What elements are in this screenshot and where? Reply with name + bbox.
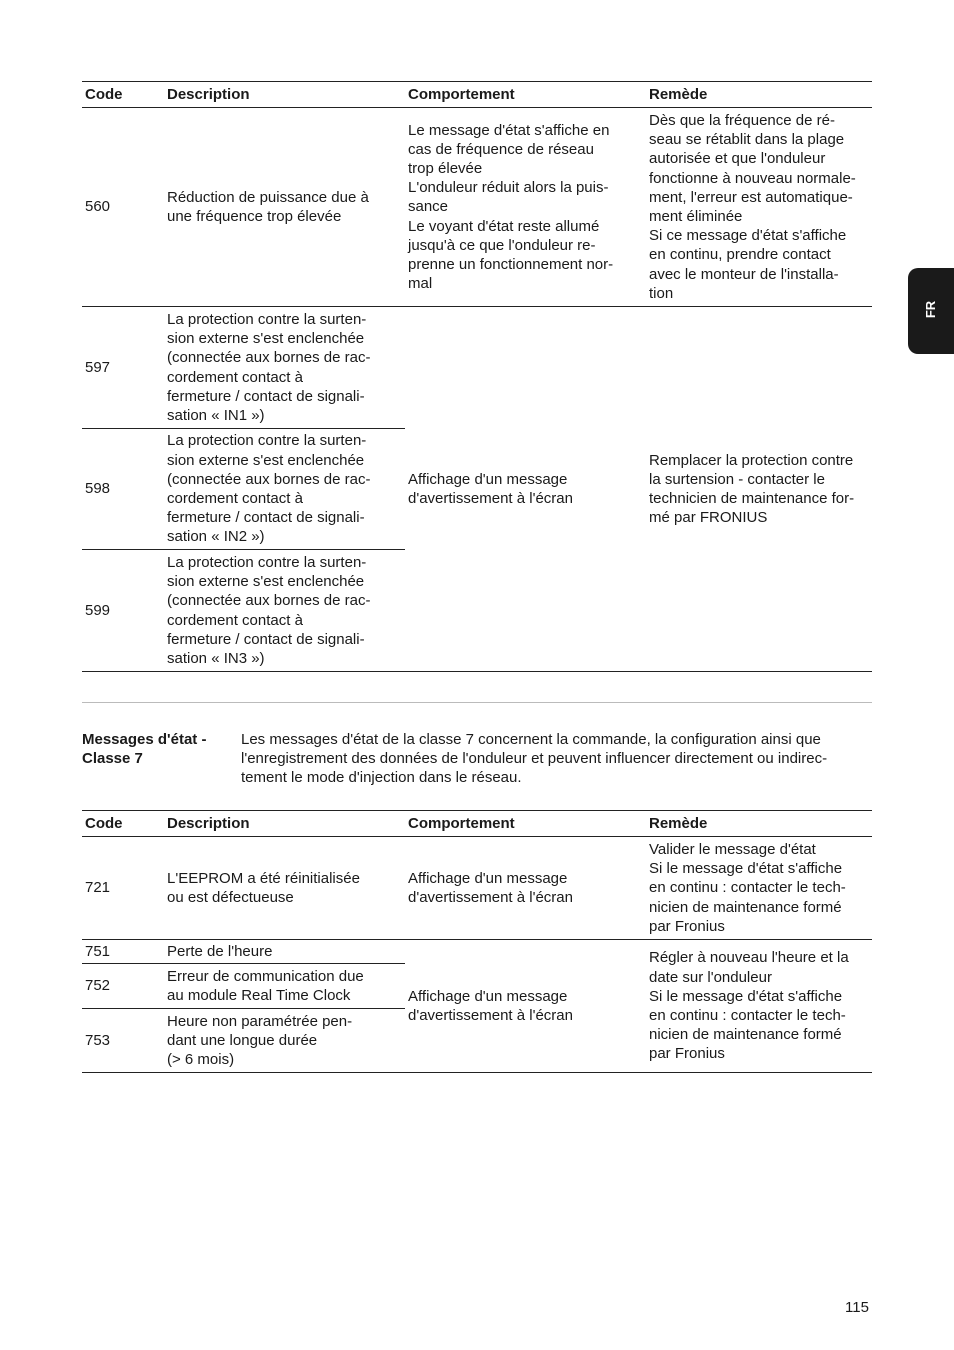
behaviour-text: Affichage d'un message d'avertissement à l'écran [408, 987, 573, 1024]
description-text: Erreur de communication due au module Real Time Clock [167, 967, 364, 1004]
header-code: Code [82, 82, 164, 108]
code-cell [82, 429, 164, 550]
behaviour-text: Le message d'état s'affiche en cas de fréquence de réseau trop élevée L'onduleur réduit alors la puis- sance Le voyant d'état reste allumé jusqu'à ce que l'onduleur re- prenne un fonctionnement nor- mal [408, 121, 614, 293]
remedy-text: Valider le message d'état Si le message d'état s'affiche en continu : contacter le tech- nicien de maintenance formé par Fronius [649, 840, 846, 935]
table-row [82, 940, 872, 964]
description-text: La protection contre la surten- sion externe s'est enclenchée (connectée aux bornes de rac- cordement contact à fermeture / contact de signali- sation « IN3 ») [167, 553, 371, 667]
table-row [82, 108, 872, 307]
description-cell [164, 940, 405, 964]
description-cell [164, 837, 405, 940]
section-intro: Les messages d'état de la classe 7 concernent la commande, la configuration ainsi que l'enregistrement des données de l'onduleur et peuvent influencer directement ou indirec- tement le mode d'injection dans le réseau. [241, 731, 828, 787]
code-text: 598 [85, 480, 111, 498]
description-cell [164, 429, 405, 550]
remedy-cell [646, 940, 872, 1073]
code-text: 597 [85, 358, 111, 376]
code-text: 560 [85, 198, 111, 216]
description-text: La protection contre la surten- sion externe s'est enclenchée (connectée aux bornes de rac- cordement contact à fermeture / contact de signali- sation « IN2 ») [167, 432, 371, 546]
code-text: 751 [85, 942, 111, 960]
code-text: 599 [85, 601, 111, 619]
behaviour-cell [405, 940, 646, 1073]
header-remedy: Remède [646, 82, 872, 108]
code-cell [82, 940, 164, 964]
remedy-text: Remplacer la protection contre la surtension - contacter le technicien de maintenance for- mé par FRONIUS [649, 451, 855, 527]
code-text: 721 [85, 879, 111, 897]
description-cell [164, 108, 405, 307]
behaviour-cell [405, 837, 646, 940]
description-text: Perte de l'heure [167, 942, 273, 960]
description-text: Réduction de puissance due à une fréquence trop élevée [167, 188, 369, 225]
remedy-cell [646, 837, 872, 940]
status-table-class-7 [82, 810, 872, 1073]
header-behaviour: Comportement [405, 811, 646, 837]
code-text: 753 [85, 1031, 111, 1049]
behaviour-text: Affichage d'un message d'avertissement à l'écran [408, 869, 573, 906]
remedy-cell [646, 108, 872, 307]
description-text: Heure non paramétrée pen- dant une longue durée (> 6 mois) [167, 1012, 353, 1069]
code-cell [82, 1009, 164, 1073]
section-divider [82, 702, 872, 703]
code-text: 752 [85, 977, 111, 995]
description-cell [164, 1009, 405, 1073]
table-header-row [82, 82, 872, 108]
code-cell [82, 108, 164, 307]
header-description: Description [164, 811, 405, 837]
description-text: L'EEPROM a été réinitialisée ou est défectueuse [167, 869, 360, 906]
behaviour-cell [405, 108, 646, 307]
behaviour-cell [405, 307, 646, 672]
table-header-row [82, 811, 872, 837]
header-code: Code [82, 811, 164, 837]
table-row [82, 307, 872, 429]
code-cell [82, 307, 164, 429]
behaviour-text: Affichage d'un message d'avertissement à l'écran [408, 470, 573, 507]
page-number: 115 [845, 1299, 869, 1316]
section-heading: Messages d'état - Classe 7 [82, 731, 207, 768]
language-tab [908, 268, 954, 354]
remedy-cell [646, 307, 872, 672]
description-cell [164, 550, 405, 672]
header-description: Description [164, 82, 405, 108]
description-cell [164, 307, 405, 429]
remedy-text: Régler à nouveau l'heure et la date sur l'onduleur Si le message d'état s'affiche en continu : contacter le tech- nicien de maintenance formé par Fronius [649, 949, 849, 1063]
code-cell [82, 837, 164, 940]
code-cell [82, 550, 164, 672]
code-cell [82, 964, 164, 1009]
description-text: La protection contre la surten- sion externe s'est enclenchée (connectée aux bornes de rac- cordement contact à fermeture / contact de signali- sation « IN1 ») [167, 310, 371, 424]
header-behaviour: Comportement [405, 82, 646, 108]
description-cell [164, 964, 405, 1009]
status-table-class-5 [82, 81, 872, 672]
header-remedy: Remède [646, 811, 872, 837]
table-row [82, 837, 872, 940]
language-tab-label: FR [923, 300, 939, 319]
remedy-text: Dès que la fréquence de ré- seau se rétablit dans la plage autorisée et que l'onduleur fonctionne à nouveau normale- ment, l'erreur est automatique- ment éliminée Si ce message d'état s'affiche en continu, prendre contact avec le monteur de l'installa- tion [649, 111, 856, 302]
